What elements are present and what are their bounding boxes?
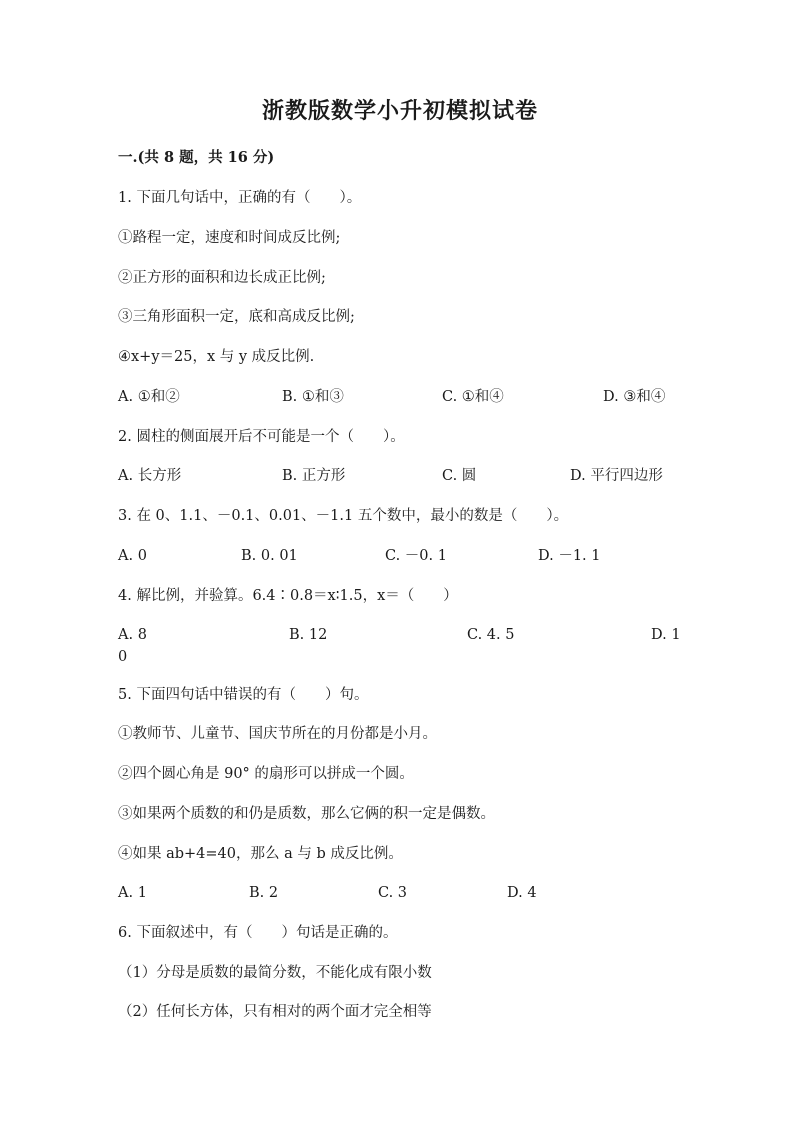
question-3-stem: 3. 在 0、1.1、－0.1、0.01、－1.1 五个数中，最小的数是（ ）。 bbox=[118, 508, 569, 524]
question-6-statement-2: （2）任何长方体，只有相对的两个面才完全相等 bbox=[118, 1004, 432, 1020]
question-1-statement-2: ②正方形的面积和边长成正比例; bbox=[118, 270, 326, 286]
question-3-option-a: A. 0 bbox=[118, 548, 147, 564]
question-5-statement-4: ④如果 ab+4=40，那么 a 与 b 成反比例。 bbox=[118, 846, 403, 862]
question-4-option-d: D. 1 bbox=[651, 627, 681, 643]
question-4-option-b: B. 12 bbox=[289, 627, 328, 643]
section-heading: 一.(共 8 题，共 16 分) bbox=[118, 149, 275, 166]
question-5-option-c: C. 3 bbox=[378, 885, 408, 901]
question-2-option-d: D. 平行四边形 bbox=[570, 468, 663, 484]
question-5-stem: 5. 下面四句话中错误的有（ ）句。 bbox=[118, 687, 369, 703]
question-6-statement-1: （1）分母是质数的最简分数，不能化成有限小数 bbox=[118, 965, 432, 981]
question-3-option-d: D. －1. 1 bbox=[538, 548, 601, 564]
question-2-option-a: A. 长方形 bbox=[118, 468, 182, 484]
question-2-option-c: C. 圆 bbox=[442, 468, 477, 484]
question-4-option-a: A. 8 bbox=[118, 627, 147, 643]
page-title: 浙教版数学小升初模拟试卷 bbox=[261, 98, 538, 124]
question-5-statement-2: ②四个圆心角是 90° 的扇形可以拼成一个圆。 bbox=[118, 766, 414, 782]
question-6-stem: 6. 下面叙述中，有（ ）句话是正确的。 bbox=[118, 925, 398, 941]
question-1-option-c: C. ①和④ bbox=[442, 389, 504, 405]
question-4-option-c: C. 4. 5 bbox=[467, 627, 515, 643]
question-5-option-d: D. 4 bbox=[507, 885, 537, 901]
question-2-stem: 2. 圆柱的侧面展开后不可能是一个（ ）。 bbox=[118, 429, 405, 445]
question-1-statement-3: ③三角形面积一定，底和高成反比例; bbox=[118, 309, 355, 325]
question-1-option-a: A. ①和② bbox=[118, 389, 180, 405]
question-2-option-b: B. 正方形 bbox=[282, 468, 346, 484]
question-3-option-c: C. －0. 1 bbox=[385, 548, 447, 564]
question-5-statement-1: ①教师节、儿童节、国庆节所在的月份都是小月。 bbox=[118, 726, 437, 742]
question-1-statement-1: ①路程一定，速度和时间成反比例; bbox=[118, 230, 341, 246]
question-3-option-b: B. 0. 01 bbox=[241, 548, 298, 564]
question-1-option-d: D. ③和④ bbox=[603, 389, 666, 405]
question-1-stem: 1. 下面几句话中，正确的有（ ）。 bbox=[118, 190, 362, 206]
question-4-option-d-wrap: 0 bbox=[118, 649, 128, 665]
question-1-statement-4: ④x+y＝25，x 与 y 成反比例. bbox=[118, 349, 315, 365]
question-5-statement-3: ③如果两个质数的和仍是质数，那么它俩的积一定是偶数。 bbox=[118, 806, 495, 822]
question-4-stem: 4. 解比例，并验算。6.4∶0.8＝x∶1.5，x＝（ ） bbox=[118, 588, 458, 604]
question-1-option-b: B. ①和③ bbox=[282, 389, 344, 405]
question-5-option-b: B. 2 bbox=[249, 885, 279, 901]
question-5-option-a: A. 1 bbox=[118, 885, 147, 901]
